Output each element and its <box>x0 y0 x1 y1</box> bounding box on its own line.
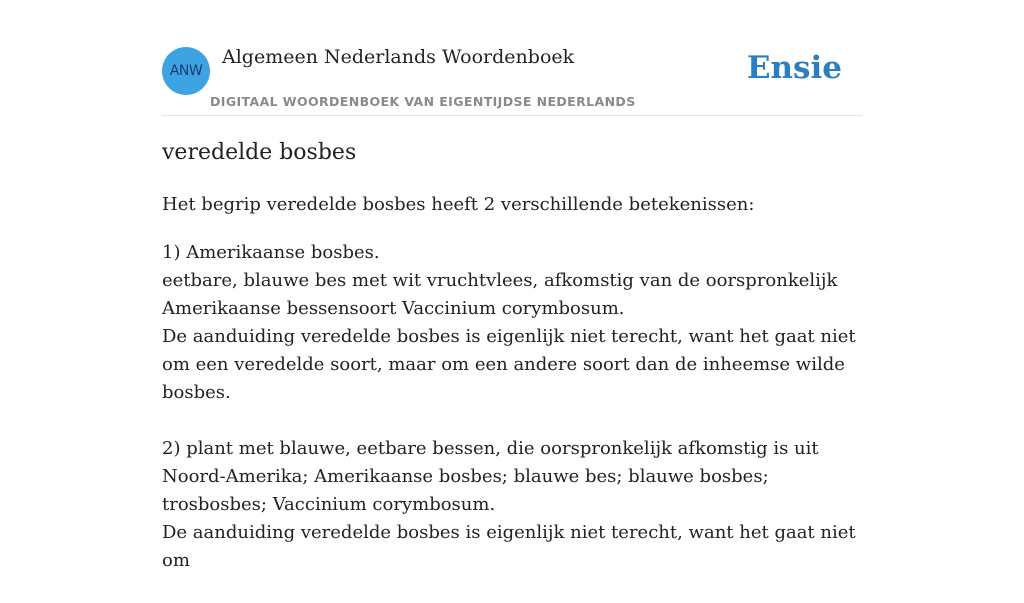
site-title[interactable]: Algemeen Nederlands Woordenboek <box>222 46 575 68</box>
ensie-brand-link[interactable]: Ensie <box>746 50 842 86</box>
definition-item <box>162 239 862 407</box>
definition-label: 2) plant met blauwe, eetbare bessen, die oorspronkelijk afkomstig is uit Noord-Amerika; Amerikaanse bosbes; blauwe bes; blauwe bosbes; trosbosbes; Vaccinium corymbosum. <box>162 438 819 515</box>
definition-item <box>162 435 862 575</box>
content-container <box>162 0 862 571</box>
site-header <box>162 0 862 116</box>
headword-title: veredelde bosbes <box>162 140 357 165</box>
site-subtitle: DIGITAAL WOORDENBOEK VAN EIGENTIJDSE NEDERLANDS <box>210 94 636 109</box>
intro-text: Het begrip veredelde bosbes heeft 2 verschillende betekenissen: <box>162 194 755 215</box>
definition-note: De aanduiding veredelde bosbes is eigenlijk niet terecht, want het gaat niet om een veredelde soort, maar om een andere soort dan de inheemse wilde bosbes. <box>162 326 856 403</box>
definition-label: 1) Amerikaanse bosbes. <box>162 242 380 263</box>
anw-logo[interactable]: ANW <box>162 47 210 95</box>
definition-note: De aanduiding veredelde bosbes is eigenlijk niet terecht, want het gaat niet om <box>162 522 856 571</box>
definition-list <box>162 239 862 603</box>
definition-text: eetbare, blauwe bes met wit vruchtvlees, afkomstig van de oorspronkelijk Amerikaanse bessensoort Vaccinium corymbosum. <box>162 270 838 319</box>
